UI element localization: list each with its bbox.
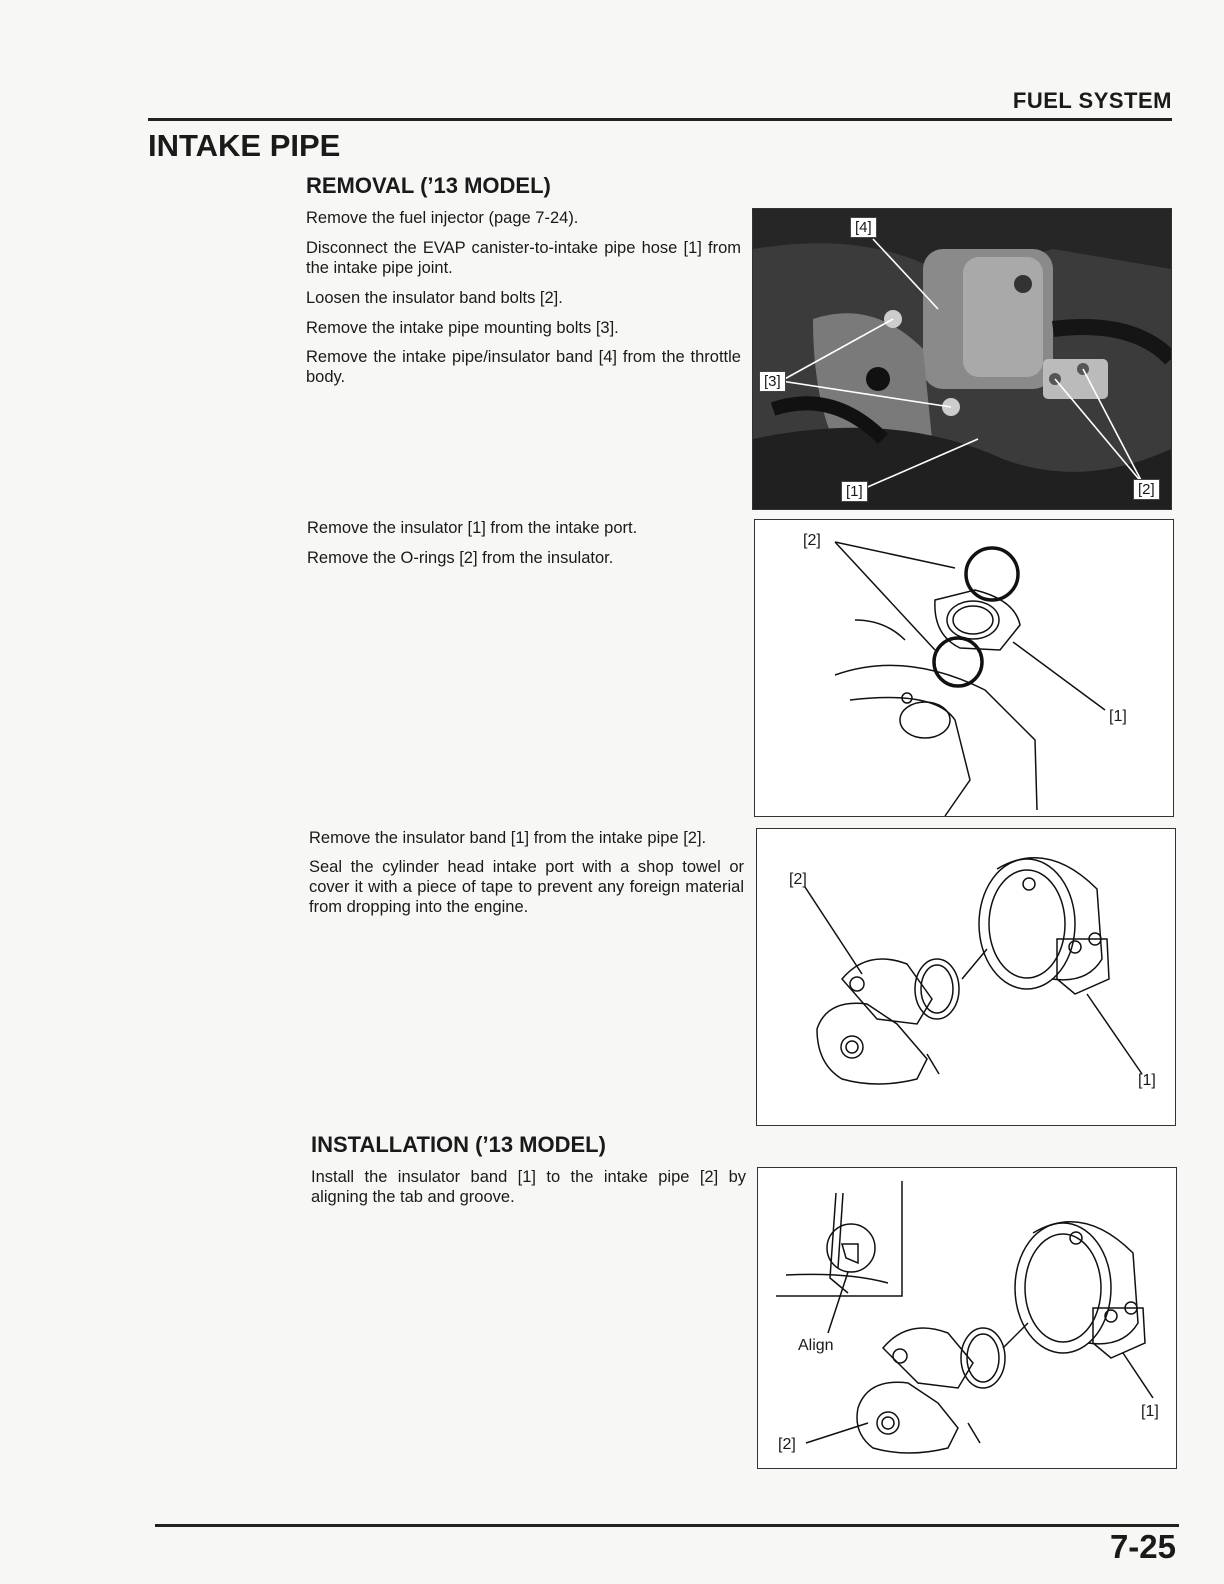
fig4-label-1: [1] [1141, 1403, 1159, 1420]
section-title: FUEL SYSTEM [1012, 88, 1172, 113]
photo-illustration [753, 209, 1171, 509]
step-install-band: Install the insulator band [1] to the intake pipe [2] by aligning the tab and groove. [311, 1168, 746, 1206]
step-seal-port: Seal the cylinder head intake port with a shop towel or cover it with a piece of tape to prevent any foreign material from dropping into the engine. [309, 858, 744, 916]
fig2-label-2: [2] [803, 532, 821, 549]
figure-installation-align [757, 1167, 1177, 1469]
header-rule [148, 118, 1172, 121]
band-illustration [757, 829, 1175, 1125]
fig1-label-3: [3] [759, 371, 786, 392]
insulator-illustration [755, 520, 1173, 816]
chapter-title: INTAKE PIPE [148, 128, 341, 163]
figure-insulator-band [756, 828, 1176, 1126]
step-remove-intake-pipe: Remove the intake pipe/insulator band [4] from the throttle body. [306, 348, 741, 386]
fig4-label-2: [2] [778, 1436, 796, 1453]
step-loosen-bolts: Loosen the insulator band bolts [2]. [306, 289, 563, 307]
removal-heading: REMOVAL (’13 MODEL) [306, 173, 551, 198]
step-remove-orings: Remove the O-rings [2] from the insulator. [307, 549, 614, 567]
page-number: 7-25 [1109, 1528, 1176, 1565]
installation-illustration [758, 1168, 1176, 1468]
step-remove-band: Remove the insulator band [1] from the intake pipe [2]. [309, 829, 707, 847]
fig1-label-4: [4] [850, 217, 877, 238]
figure-insulator-orings [754, 519, 1174, 817]
figure-intake-pipe-photo [752, 208, 1172, 510]
fig1-label-2: [2] [1133, 479, 1160, 500]
step-disconnect-hose: Disconnect the EVAP canister-to-intake pipe hose [1] from the intake pipe joint. [306, 239, 741, 277]
step-remove-injector: Remove the fuel injector (page 7-24). [306, 209, 579, 227]
fig3-label-1: [1] [1138, 1072, 1156, 1089]
fig3-label-2: [2] [789, 871, 807, 888]
fig1-label-1: [1] [841, 481, 868, 502]
fig2-label-1: [1] [1109, 708, 1127, 725]
fig4-label-align: Align [798, 1337, 834, 1354]
step-remove-mounting-bolts: Remove the intake pipe mounting bolts [3]. [306, 319, 619, 337]
step-remove-insulator: Remove the insulator [1] from the intake port. [307, 519, 638, 537]
footer-rule [155, 1524, 1179, 1527]
installation-heading: INSTALLATION (’13 MODEL) [311, 1132, 606, 1157]
